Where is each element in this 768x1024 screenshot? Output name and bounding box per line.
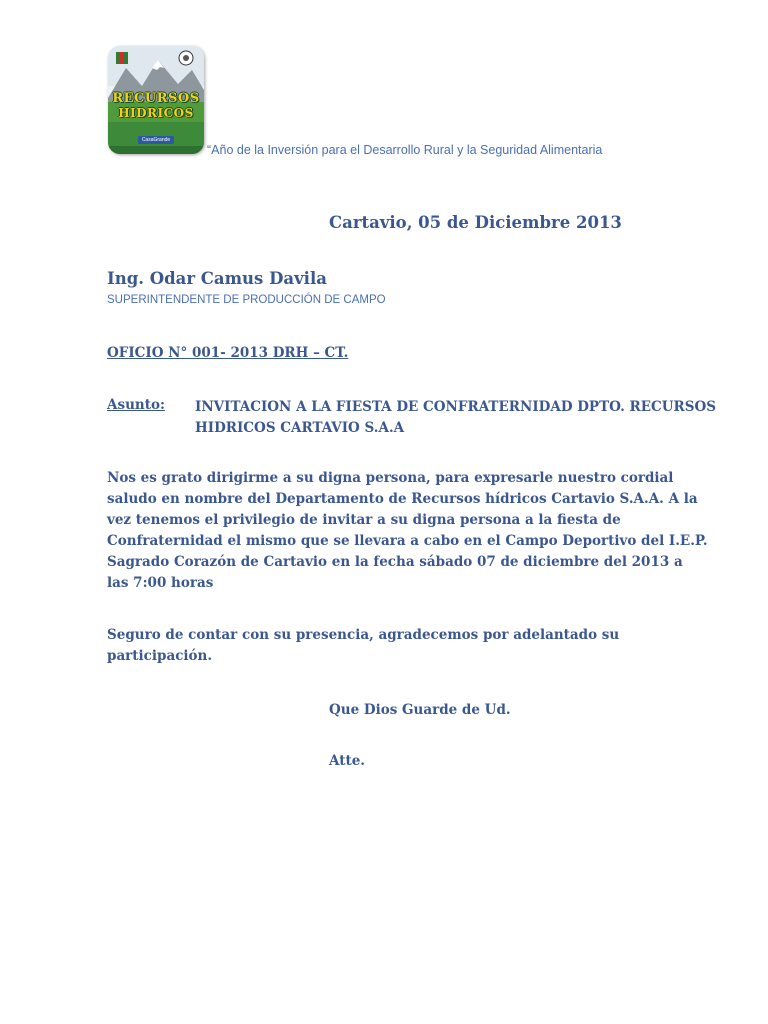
paragraph-line: Sagrado Corazón de Cartavio en la fecha sábado 07 de diciembre del 2013 a — [107, 554, 683, 570]
letter-date: Cartavio, 05 de Diciembre 2013 — [329, 213, 622, 232]
logo-text-hidricos: HIDRICOS — [118, 106, 194, 120]
letter-reference: OFICIO N° 001- 2013 DRH – CT. — [107, 345, 349, 361]
subject-text — [195, 397, 717, 439]
subject-label: Asunto: — [107, 397, 165, 413]
paragraph-line: saludo en nombre del Departamento de Recursos hídricos Cartavio S.A.A. A la — [107, 491, 698, 507]
signoff: Atte. — [329, 753, 365, 769]
paragraph-line: Nos es grato dirigirme a su digna persona, para expresarle nuestro cordial — [107, 470, 674, 486]
subject-line: HIDRICOS CARTAVIO S.A.A — [195, 420, 405, 436]
year-motto: “Año de la Inversión para el Desarrollo Rural y la Seguridad Alimentaria — [207, 143, 603, 157]
recursos-hidricos-logo — [108, 46, 204, 154]
paragraph-line: Confraternidad el mismo que se llevara a cabo en el Campo Deportivo del I.E.P. — [107, 533, 708, 549]
paragraph-line: participación. — [107, 648, 213, 664]
paragraph-line: vez tenemos el privilegio de invitar a su digna persona a la fiesta de — [107, 512, 621, 528]
body-paragraph-thanks — [107, 625, 677, 667]
paragraph-line: Seguro de contar con su presencia, agradecemos por adelantado su — [107, 627, 620, 643]
recipient-name: Ing. Odar Camus Davila — [107, 269, 327, 288]
paragraph-line: las 7:00 horas — [107, 575, 214, 591]
subject-line: INVITACION A LA FIESTA DE CONFRATERNIDAD DPTO. RECURSOS — [195, 399, 717, 415]
logo-text-recursos: RECURSOS — [112, 91, 200, 106]
recipient-title: SUPERINTENDENTE DE PRODUCCIÓN DE CAMPO — [107, 294, 386, 306]
closing-phrase: Que Dios Guarde de Ud. — [329, 702, 511, 718]
body-paragraph-invitation — [107, 468, 708, 594]
logo-brand-badge: CasaGrande — [138, 136, 174, 144]
